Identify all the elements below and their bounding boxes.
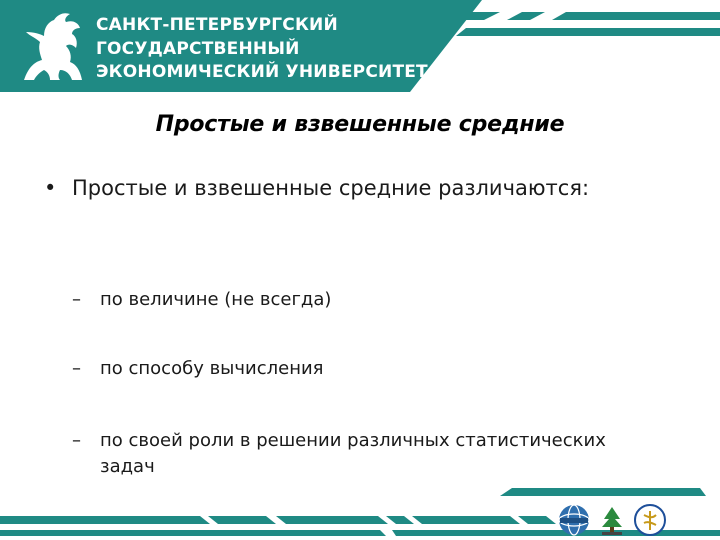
university-name [96,14,428,85]
sub-item-marker: – [72,289,81,310]
sub-item-text: по способу вычисления [100,358,324,379]
bullet-marker: • [44,176,57,200]
slide-title: Простые и взвешенные средние [155,112,565,137]
sub-item-marker: – [72,430,81,451]
sub-item-text: по своей роли в решении различных статистических задач [100,430,606,477]
bullet-text: Простые и взвешенные средние различаются: [72,176,590,200]
sub-item-text: по величине (не всегда) [100,289,332,310]
university-name-line-1: САНКТ-ПЕТЕРБУРГСКИЙ [96,15,338,35]
medical-emblem-icon [632,503,668,537]
griffin-logo-icon [14,10,94,86]
sub-item-marker: – [72,358,81,379]
university-name-line-3: ЭКОНОМИЧЕСКИЙ УНИВЕРСИТЕТ [96,62,428,82]
tree-emblem-icon [594,503,630,537]
university-name-line-2: ГОСУДАРСТВЕННЫЙ [96,38,300,59]
globe-emblem-icon [556,503,592,537]
